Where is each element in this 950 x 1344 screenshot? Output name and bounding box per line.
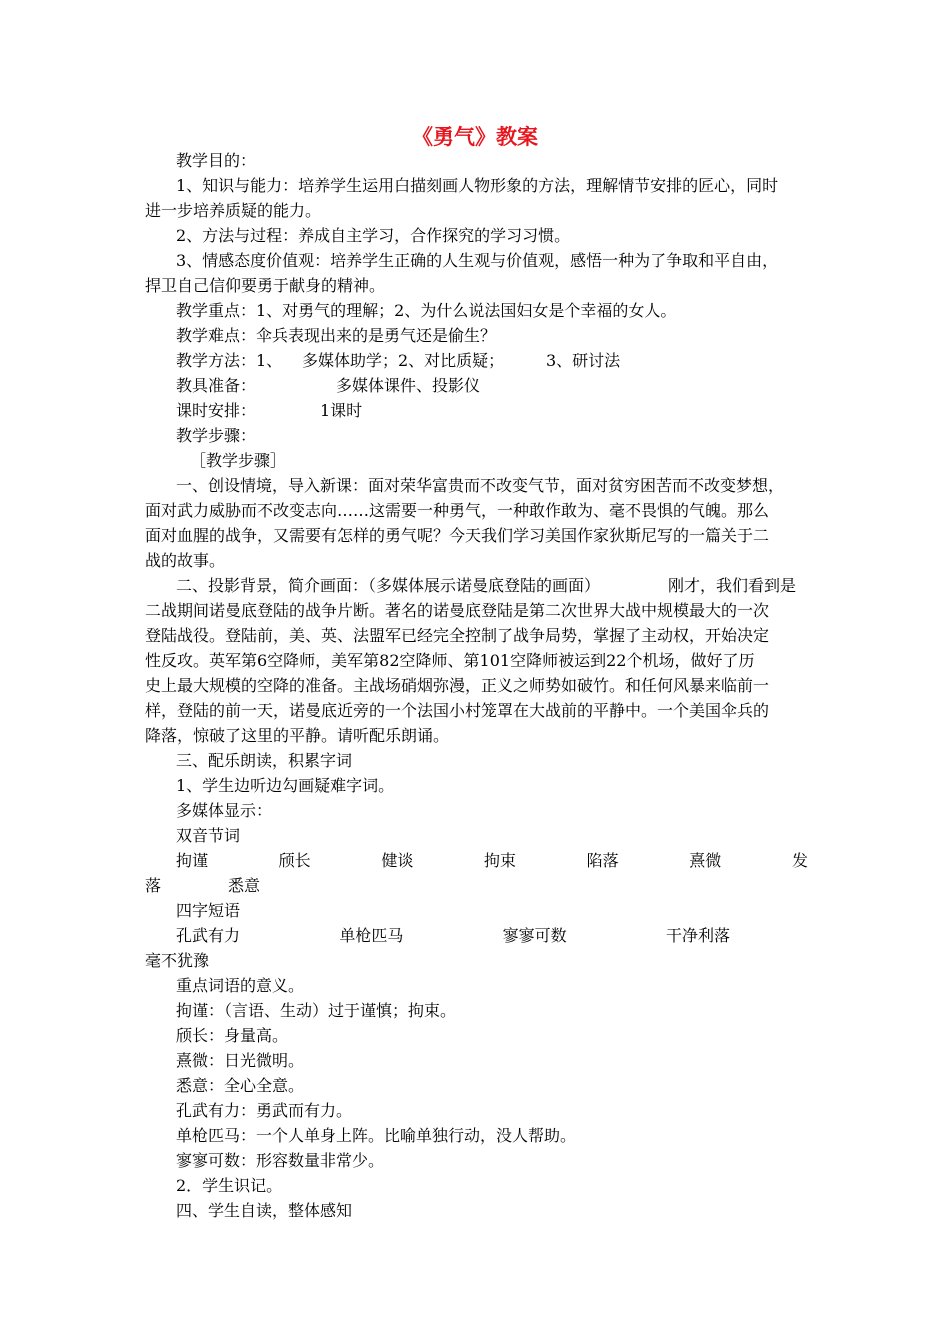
text-line: 教学难点：伞兵表现出来的是勇气还是偷生？	[176, 326, 497, 345]
text-line: 3、研讨法	[546, 351, 621, 370]
text-line: 教学重点：1、对勇气的理解；2、为什么说法国妇女是个幸福的女人。	[176, 301, 677, 320]
vocab-word: 陷落	[586, 851, 619, 870]
text-line: 3、情感态度价值观：培养学生正确的人生观与价值观，感悟一种为了争取和平自由，	[176, 251, 779, 270]
text-line: 多媒体课件、投影仪	[336, 376, 481, 395]
vocab-phrase: 干净利落	[665, 926, 730, 945]
definition-line: 孔武有力：勇武而有力。	[176, 1101, 353, 1120]
vocab-phrase: 单枪匹马	[339, 926, 404, 945]
text-line: 课时安排：	[176, 401, 257, 420]
vocab-word: 颀长	[278, 851, 311, 870]
text-line: 多媒体助学；2、对比质疑；	[302, 351, 505, 370]
vocab-word: 拘束	[483, 851, 516, 870]
text-line: 一、创设情境，导入新课：面对荣华富贵而不改变气节，面对贫穷困苦而不改变梦想，	[176, 476, 785, 495]
text-line: 2、方法与过程：养成自主学习，合作探究的学习习惯。	[176, 226, 571, 245]
text-line: 样，登陆的前一天，诺曼底近旁的一个法国小村笼罩在大战前的平静中。一个美国伞兵的	[145, 701, 770, 720]
text-line: 1、知识与能力：培养学生运用白描刻画人物形象的方法，理解情节安排的匠心，同时	[176, 176, 779, 195]
definition-line: 寥寥可数：形容数量非常少。	[176, 1151, 385, 1170]
vocab-word: 发	[791, 851, 808, 870]
text-line: 落	[145, 876, 162, 895]
text-line: 面对血腥的战争，又需要有怎样的勇气呢？今天我们学习美国作家狄斯尼写的一篇关于二	[145, 526, 770, 545]
text-line: 降落，惊破了这里的平静。请听配乐朗诵。	[145, 726, 450, 745]
text-line: 登陆战役。登陆前，美、英、法盟军已经完全控制了战争局势，掌握了主动权，开始决定	[145, 626, 770, 645]
text-line: 进一步培养质疑的能力。	[145, 201, 322, 220]
text-line: 2．学生识记。	[176, 1176, 283, 1195]
vocab-phrase: 寥寥可数	[502, 926, 567, 945]
text-line: 史上最大规模的空降的准备。主战场硝烟弥漫，正义之师势如破竹。和任何风暴来临前一	[145, 676, 770, 695]
text-line: 刚才，我们看到是	[668, 576, 797, 595]
vocab-phrase: 毫不犹豫	[145, 951, 210, 970]
text-line: 战的故事。	[145, 551, 226, 570]
vocab-word: 熹微	[689, 851, 722, 870]
word-list-row	[176, 849, 808, 873]
text-line: 教学步骤：	[176, 426, 257, 445]
text-line: 捍卫自己信仰要勇于献身的精神。	[145, 276, 386, 295]
text-line: 教具准备：	[176, 376, 257, 395]
text-line: ［教学步骤］	[190, 451, 287, 470]
text-line: 性反攻。英军第6空降师，美军第82空降师、第101空降师被运到22个机场，做好了历	[145, 651, 755, 670]
text-line: 双音节词	[176, 826, 241, 845]
word-list-row	[176, 924, 730, 948]
document-title: 《勇气》教案	[412, 124, 538, 149]
text-line: 二战期间诺曼底登陆的战争片断。著名的诺曼底登陆是第二次世界大战中规模最大的一次	[145, 601, 770, 620]
definition-line: 悉意：全心全意。	[176, 1076, 305, 1095]
text-line: 1、学生边听边勾画疑难字词。	[176, 776, 395, 795]
vocab-word: 悉意	[228, 876, 261, 895]
vocab-word: 拘谨	[176, 851, 209, 870]
text-line: 重点词语的意义。	[176, 976, 305, 995]
text-line: 1课时	[320, 401, 363, 420]
vocab-word: 健谈	[381, 851, 414, 870]
text-line: 四字短语	[176, 901, 241, 920]
vocab-phrase: 孔武有力	[176, 926, 241, 945]
text-line: 二、投影背景，简介画面：（多媒体展示诺曼底登陆的画面）	[176, 576, 601, 595]
text-line: 三、配乐朗读，积累字词	[176, 751, 353, 770]
text-line: 四、学生自读，整体感知	[176, 1201, 353, 1220]
definition-line: 拘谨：（言语、生动）过于谨慎；拘束。	[176, 1001, 457, 1020]
text-line: 多媒体显示：	[176, 801, 273, 820]
definition-line: 颀长：身量高。	[176, 1026, 289, 1045]
text-line: 教学方法：1、	[176, 351, 283, 370]
definition-line: 熹微：日光微明。	[176, 1051, 305, 1070]
text-line: 面对武力威胁而不改变志向……这需要一种勇气，一种敢作敢为、毫不畏惧的气魄。那么	[145, 501, 770, 520]
definition-line: 单枪匹马：一个人单身上阵。比喻单独行动，没人帮助。	[176, 1126, 577, 1145]
text-line: 教学目的：	[176, 151, 257, 170]
